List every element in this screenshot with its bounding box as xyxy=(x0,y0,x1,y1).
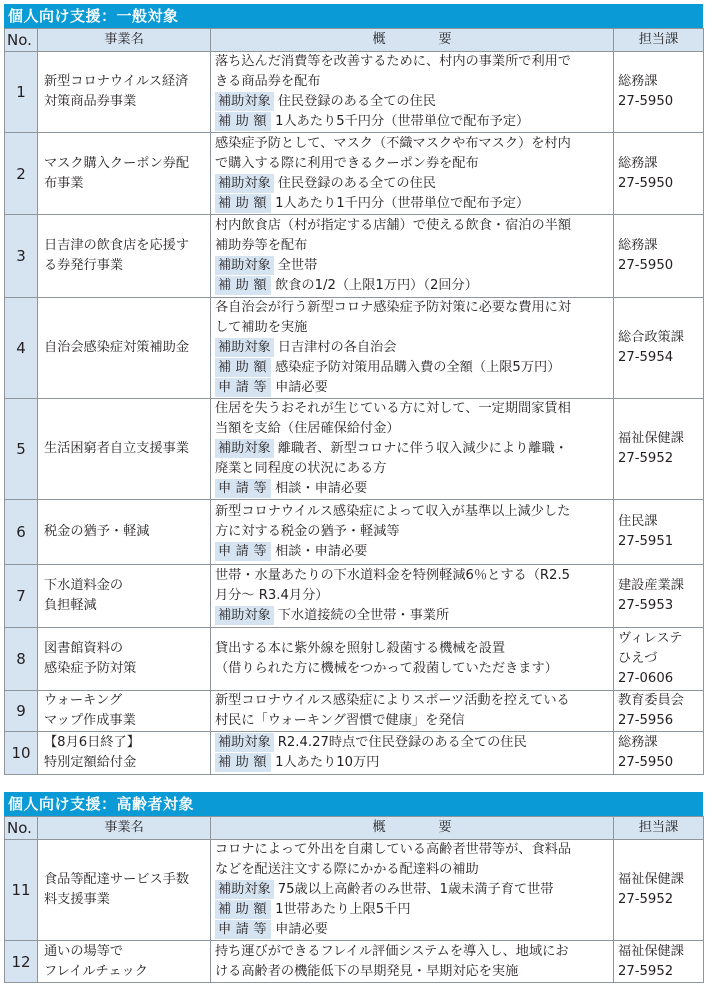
summary-line xyxy=(215,733,611,753)
project-name-line: マップ作成事業 xyxy=(44,713,136,728)
summary-line xyxy=(215,378,611,398)
summary-text: 下水道接続の全世帯・事業所 xyxy=(277,608,450,623)
table-body xyxy=(5,52,704,775)
summary-text: 全世帯 xyxy=(277,258,318,273)
row-number: 11 xyxy=(5,840,38,941)
project-name-line: 新型コロナウイルス経済 xyxy=(44,74,189,89)
summary-line xyxy=(215,276,611,296)
section-general xyxy=(4,4,703,775)
summary-line xyxy=(215,753,611,773)
table-row xyxy=(5,500,704,565)
summary-text: 廃業と同程度の状況にある方 xyxy=(215,461,387,476)
summary-text: 1人あたり1千円分（世帯単位で配布予定） xyxy=(275,195,530,211)
summary-line xyxy=(215,639,611,659)
summary-text: 月分～ R3.4月分） xyxy=(215,588,329,603)
summary-line xyxy=(215,216,611,236)
project-summary xyxy=(211,941,614,983)
summary-text: 感染症予防対策用品購入費の全額（上限5万円） xyxy=(275,360,561,375)
summary-text: きる商品券を配布 xyxy=(215,74,321,89)
summary-text: 75歳以上高齢者のみ世帯、1歳未満子育て世帯 xyxy=(277,882,554,897)
summary-line xyxy=(215,860,611,880)
field-label-badge: 補助対象 xyxy=(215,92,274,111)
field-label-badge: 補助対象 xyxy=(215,733,274,752)
department-phone: 27-5952 xyxy=(618,963,674,979)
summary-text: 当額を支給（住居確保給付金） xyxy=(215,421,400,436)
department-phone: 27-5951 xyxy=(618,534,674,549)
table-row xyxy=(5,399,704,500)
summary-text: 方に対する税金の猶予・軽減等 xyxy=(215,524,400,539)
table-row xyxy=(5,691,704,732)
department-name: 総務課 xyxy=(618,155,658,171)
department xyxy=(614,628,704,691)
table-row xyxy=(5,133,704,215)
department-name: ヴィレステ xyxy=(618,631,683,646)
field-label-badge: 補助額 xyxy=(215,276,271,295)
summary-text: 村民に「ウォーキング習慣で健康」を発信 xyxy=(215,713,465,728)
summary-line xyxy=(215,154,611,174)
field-label-badge: 補助対象 xyxy=(215,174,274,193)
field-label-badge: 補助対象 xyxy=(215,880,274,899)
row-number: 2 xyxy=(5,133,38,215)
field-label-badge: 補助対象 xyxy=(215,338,274,357)
department-phone: 27-5950 xyxy=(618,258,674,273)
summary-line xyxy=(215,659,611,679)
table-row xyxy=(5,52,704,133)
header-dept: 担当課 xyxy=(614,817,704,840)
project-name-line: 通いの場等で xyxy=(44,943,124,959)
field-label-badge: 申請等 xyxy=(215,920,271,939)
summary-line xyxy=(215,840,611,860)
department-phone: 27-5950 xyxy=(618,175,674,191)
row-number: 12 xyxy=(5,941,38,983)
summary-text: 1世帯あたり上限5千円 xyxy=(275,902,411,917)
header-no: No. xyxy=(5,29,38,52)
project-name xyxy=(38,941,211,983)
field-label-badge: 補助対象 xyxy=(215,439,274,458)
summary-text: 住民登録のある全ての住民 xyxy=(277,94,436,109)
summary-text: 申請必要 xyxy=(275,922,328,937)
project-name xyxy=(38,565,211,628)
summary-text: R2.4.27時点で住民登録のある全ての住民 xyxy=(277,735,527,750)
table-row xyxy=(5,628,704,691)
project-name-line: 感染症予防対策 xyxy=(44,661,137,676)
project-name-line: 自治会感染症対策補助金 xyxy=(44,340,190,355)
department xyxy=(614,399,704,500)
header-summary: 概 要 xyxy=(211,29,614,52)
department-name: 福祉保健課 xyxy=(618,872,684,887)
project-name xyxy=(38,628,211,691)
department xyxy=(614,215,704,298)
department xyxy=(614,565,704,628)
support-table-elderly xyxy=(4,816,704,983)
project-summary xyxy=(211,52,614,133)
department-phone: 27-5956 xyxy=(618,713,674,728)
summary-text: 飲食の1/2（上限1万円）（2回分） xyxy=(275,278,478,293)
department xyxy=(614,500,704,565)
table-row xyxy=(5,840,704,941)
summary-line xyxy=(215,439,611,459)
department-phone: 27-5952 xyxy=(618,451,674,466)
summary-text: 日吉津村の各自治会 xyxy=(277,340,397,355)
field-label-badge: 補助額 xyxy=(215,194,271,213)
project-name-line: 下水道料金の xyxy=(44,578,124,593)
summary-line xyxy=(215,880,611,900)
summary-text: 世帯・水量あたりの下水道料金を特例軽減6％とする（R2.5 xyxy=(215,568,571,583)
project-name-line: 税金の猶予・軽減 xyxy=(44,524,150,539)
project-name xyxy=(38,133,211,215)
field-label-badge: 補助額 xyxy=(215,753,271,772)
project-name-line: 生活困窮者自立支援事業 xyxy=(44,441,190,456)
section-title: 個人向け支援：一般対象 xyxy=(4,4,703,28)
project-name xyxy=(38,840,211,941)
field-label-badge: 補助額 xyxy=(215,112,271,131)
department xyxy=(614,52,704,133)
table-row xyxy=(5,732,704,775)
project-name xyxy=(38,52,211,133)
summary-text: 新型コロナウイルス感染症によりスポーツ活動を控えている xyxy=(215,693,570,708)
department xyxy=(614,133,704,215)
summary-text: 新型コロナウイルス感染症によって収入が基準以上減少した xyxy=(215,504,571,519)
table-header-row xyxy=(5,29,704,52)
summary-line xyxy=(215,52,611,72)
department-name: 総務課 xyxy=(618,74,658,89)
summary-text: （借りられた方に機械をつかって殺菌していただきます） xyxy=(215,661,558,676)
summary-line xyxy=(215,459,611,479)
summary-text: などを配送注文する際にかかる配達料の補助 xyxy=(215,862,479,877)
summary-line xyxy=(215,942,611,962)
table-row xyxy=(5,298,704,399)
summary-line xyxy=(215,419,611,439)
row-number: 6 xyxy=(5,500,38,565)
summary-line xyxy=(215,542,611,562)
table-row xyxy=(5,565,704,628)
project-summary xyxy=(211,840,614,941)
project-summary xyxy=(211,565,614,628)
project-name-line: 料支援事業 xyxy=(44,892,110,907)
project-name-line: る券発行事業 xyxy=(44,258,124,273)
department xyxy=(614,298,704,399)
department-name: ひえづ xyxy=(618,651,658,666)
summary-text: 1人あたり5千円分（世帯単位で配布予定） xyxy=(275,114,530,129)
summary-line xyxy=(215,236,611,256)
department-phone: 27-5953 xyxy=(618,598,674,613)
summary-line xyxy=(215,900,611,920)
summary-line xyxy=(215,962,611,982)
project-name-line: フレイルチェック xyxy=(44,963,148,979)
summary-line xyxy=(215,298,611,318)
summary-text: 持ち運びができるフレイル評価システムを導入し、地域にお xyxy=(215,943,569,959)
project-name-line: 食品等配達サービス手数 xyxy=(44,872,190,887)
department-name: 教育委員会 xyxy=(618,693,684,708)
project-name-line: 日吉津の飲食店を応援す xyxy=(44,238,190,253)
summary-line xyxy=(215,338,611,358)
section-title: 個人向け支援：高齢者対象 xyxy=(4,792,703,816)
summary-line xyxy=(215,194,611,214)
project-summary xyxy=(211,628,614,691)
summary-text: ける高齢者の機能低下の早期発見・早期対応を実施 xyxy=(215,963,519,979)
project-summary xyxy=(211,732,614,775)
row-number: 7 xyxy=(5,565,38,628)
summary-line xyxy=(215,72,611,92)
table-header-row xyxy=(5,817,704,840)
field-label-badge: 補助対象 xyxy=(215,606,274,625)
project-name-line: 図書館資料の xyxy=(44,641,124,656)
project-summary xyxy=(211,691,614,732)
row-number: 10 xyxy=(5,732,38,775)
summary-text: 補助券等を配布 xyxy=(215,238,308,253)
department xyxy=(614,691,704,732)
summary-text: 住民登録のある全ての住民 xyxy=(277,175,436,191)
department-phone: 27-5952 xyxy=(618,892,674,907)
summary-text: 相談・申請必要 xyxy=(275,544,368,559)
summary-text: 貸出する本に紫外線を照射し殺菌する機械を設置 xyxy=(215,641,506,656)
project-name xyxy=(38,399,211,500)
summary-text: 1人あたり10万円 xyxy=(275,755,380,770)
summary-line xyxy=(215,358,611,378)
department-name: 福祉保健課 xyxy=(618,943,684,959)
summary-line xyxy=(215,92,611,112)
row-number: 1 xyxy=(5,52,38,133)
row-number: 9 xyxy=(5,691,38,732)
department-phone: 27-5954 xyxy=(618,350,674,365)
summary-text: 相談・申請必要 xyxy=(275,481,368,496)
header-name: 事業名 xyxy=(38,817,211,840)
department-phone: 27-0606 xyxy=(618,671,674,686)
summary-line xyxy=(215,502,611,522)
row-number: 8 xyxy=(5,628,38,691)
header-name: 事業名 xyxy=(38,29,211,52)
department-phone: 27-5950 xyxy=(618,755,674,770)
summary-line xyxy=(215,399,611,419)
summary-line xyxy=(215,112,611,132)
field-label-badge: 申請等 xyxy=(215,479,271,498)
department xyxy=(614,941,704,983)
department-name: 住民課 xyxy=(618,514,658,529)
project-name-line: 特別定額給付金 xyxy=(44,755,137,770)
summary-line xyxy=(215,920,611,940)
project-name xyxy=(38,500,211,565)
summary-text: 申請必要 xyxy=(275,380,328,395)
summary-line xyxy=(215,586,611,606)
department-name: 福祉保健課 xyxy=(618,431,684,446)
project-name xyxy=(38,215,211,298)
summary-line xyxy=(215,318,611,338)
summary-line xyxy=(215,606,611,626)
project-summary xyxy=(211,215,614,298)
row-number: 3 xyxy=(5,215,38,298)
summary-line xyxy=(215,711,611,731)
department-name: 建設産業課 xyxy=(618,578,684,593)
project-summary xyxy=(211,399,614,500)
summary-text: 離職者、新型コロナに伴う収入減少により離職・ xyxy=(277,441,568,456)
project-name-line: 布事業 xyxy=(44,175,84,191)
header-dept: 担当課 xyxy=(614,29,704,52)
department xyxy=(614,840,704,941)
project-summary xyxy=(211,133,614,215)
summary-text: して補助を実施 xyxy=(215,320,308,335)
field-label-badge: 補助額 xyxy=(215,900,271,919)
summary-line xyxy=(215,522,611,542)
summary-text: コロナによって外出を自粛している高齢者世帯等が、食料品 xyxy=(215,842,572,857)
section-elderly xyxy=(4,792,703,983)
project-name-line: 対策商品券事業 xyxy=(44,94,137,109)
department-name: 総合政策課 xyxy=(618,330,684,345)
row-number: 4 xyxy=(5,298,38,399)
table-body xyxy=(5,840,704,983)
department-name: 総務課 xyxy=(618,238,658,253)
summary-text: 村内飲食店（村が指定する店舗）で使える飲食・宿泊の半額 xyxy=(215,218,572,233)
table-row xyxy=(5,941,704,983)
field-label-badge: 申請等 xyxy=(215,378,271,397)
field-label-badge: 申請等 xyxy=(215,542,271,561)
summary-line xyxy=(215,256,611,276)
project-name xyxy=(38,732,211,775)
project-summary xyxy=(211,500,614,565)
summary-line xyxy=(215,566,611,586)
row-number: 5 xyxy=(5,399,38,500)
summary-text: で購入する際に利用できるクーポン券を配布 xyxy=(215,155,479,171)
summary-line xyxy=(215,134,611,154)
project-name-line: 負担軽減 xyxy=(44,598,97,613)
summary-text: 落ち込んだ消費等を改善するために、村内の事業所で利用で xyxy=(215,54,572,69)
summary-text: 感染症予防として、マスク（不織マスクや布マスク）を村内 xyxy=(215,135,571,151)
table-row xyxy=(5,215,704,298)
support-table-general xyxy=(4,28,704,775)
department-phone: 27-5950 xyxy=(618,94,674,109)
project-name xyxy=(38,691,211,732)
department xyxy=(614,732,704,775)
department-name: 総務課 xyxy=(618,735,658,750)
summary-line xyxy=(215,479,611,499)
project-name xyxy=(38,298,211,399)
project-name-line: 【8月6日終了】 xyxy=(44,735,140,750)
summary-text: 住居を失うおそれが生じている方に対して、一定期間家賃相 xyxy=(215,401,571,416)
summary-line xyxy=(215,691,611,711)
project-summary xyxy=(211,298,614,399)
summary-text: 各自治会が行う新型コロナ感染症予防対策に必要な費用に対 xyxy=(215,300,572,315)
summary-line xyxy=(215,174,611,194)
field-label-badge: 補助対象 xyxy=(215,256,274,275)
header-summary: 概 要 xyxy=(211,817,614,840)
field-label-badge: 補助額 xyxy=(215,358,271,377)
header-no: No. xyxy=(5,817,38,840)
project-name-line: ウォーキング xyxy=(44,693,123,708)
project-name-line: マスク購入クーポン券配 xyxy=(44,155,190,171)
